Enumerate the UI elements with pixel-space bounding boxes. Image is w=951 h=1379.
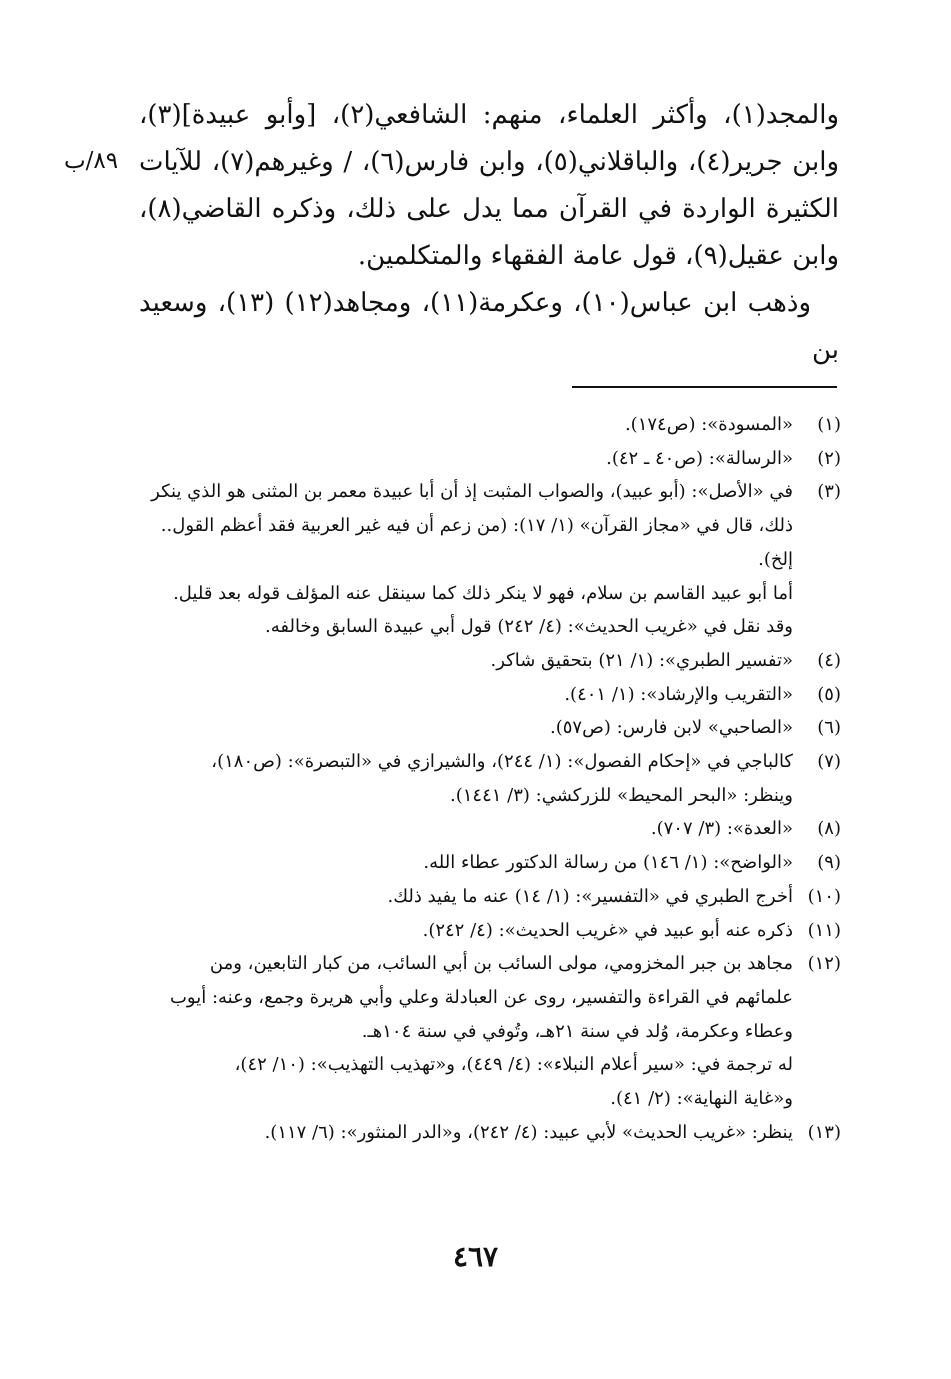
- footnote-number: (٨): [817, 818, 841, 840]
- footnote: [129, 812, 841, 846]
- footnote-number: (١٣): [807, 1121, 841, 1143]
- page-number: ٤٦٧: [452, 1240, 499, 1273]
- paragraph-1: والمجد(١)، وأكثر العلماء، منهم: الشافعي(٢)، [وأبو عبيدة](٣)، وابن جرير(٤)، والباقلاني(٥)، وابن فارس(٦)، / وغيرهم(٧)، للآيات الكثيرة الواردة في القرآن مما يدل على ذلك، وذكره القاضي(٨)، وابن عقيل(٩)، قول عامة الفقهاء والمتكلمين.: [139, 100, 840, 271]
- footnote-line: علمائهم في القراءة والتفسير، روى عن العبادلة وعلي وأبي هريرة وجمع، وعنه: أيوب: [169, 986, 793, 1008]
- footnote-line: وقد نقل في «غريب الحديث»: (٤/ ٢٤٢) قول أبي عبيدة السابق وخالفه.: [264, 616, 793, 638]
- footnote-text: [129, 812, 793, 846]
- footnote-text: [129, 1116, 793, 1150]
- footnote-text: [129, 442, 793, 476]
- footnote-text: [129, 644, 793, 678]
- footnote-number: (١١): [807, 919, 841, 941]
- footnote-line: أخرج الطبري في «التفسير»: (١/ ١٤) عنه ما يفيد ذلك.: [387, 885, 793, 907]
- footnote-line: في «الأصل»: (أبو عبيد)، والصواب المثبت إذ أن أبا عبيدة معمر بن المثنى هو الذي ينكر: [151, 481, 793, 503]
- footnote-line: ذكره عنه أبو عبيد في «غريب الحديث»: (٤/ ٢٤٢).: [422, 919, 793, 941]
- footnote-text: [129, 475, 793, 644]
- footnote-text: [129, 408, 793, 442]
- footnote-text: [129, 678, 793, 712]
- footnote-text: [129, 947, 793, 1116]
- footnote-line: و«غاية النهاية»: (٢/ ٤١).: [610, 1088, 793, 1110]
- footnote-line: «المسودة»: (ص١٧٤).: [624, 414, 793, 435]
- footnote: [129, 880, 841, 914]
- footnote-number: (٥): [817, 683, 841, 705]
- footnote-text: [129, 914, 793, 948]
- footnote-line: أما أبو عبيد القاسم بن سلام، فهو لا ينكر ذلك كما سينقل عنه المؤلف قوله بعد قليل.: [173, 582, 793, 604]
- footnote: [129, 442, 841, 476]
- manuscript-folio-marker: ٨٩/ب: [64, 148, 119, 174]
- footnote: [129, 914, 841, 948]
- footnote-number: (١٠): [807, 885, 841, 907]
- footnote-line: «التقريب والإرشاد»: (١/ ٤٠١).: [564, 683, 793, 705]
- footnote-line: وينظر: «البحر المحيط» للزركشي: (٣/ ١٤٤١).: [450, 784, 793, 806]
- footnote-text: [129, 880, 793, 914]
- footnote-text: [129, 745, 793, 812]
- footnote-line: وعطاء وعكرمة، وُلد في سنة ٢١هـ، وتُوفي في سنة ١٠٤هـ.: [361, 1020, 793, 1042]
- paragraph-2: وذهب ابن عباس(١٠)، وعكرمة(١١)، ومجاهد(١٢) (١٣)، وسعيد بن: [139, 288, 839, 365]
- footnote-line: «الواضح»: (١/ ١٤٦) من رسالة الدكتور عطاء الله.: [423, 852, 793, 874]
- footnote-line: له ترجمة في: «سير أعلام النبلاء»: (٤/ ٤٤٩)، و«تهذيب التهذيب»: (١٠/ ٤٢)،: [234, 1054, 793, 1076]
- main-text: [139, 92, 839, 374]
- footnote: [129, 1116, 841, 1150]
- footnote-line: «الرسالة»: (ص٤٠ ـ ٤٢).: [606, 447, 793, 469]
- footnote-number: (٦): [817, 717, 841, 739]
- footnote: [129, 947, 841, 1116]
- footnote: [129, 678, 841, 712]
- footnote-number: (١٢): [807, 953, 841, 975]
- footnote: [129, 711, 841, 745]
- footnote-text: [129, 846, 793, 880]
- footnote: [129, 408, 841, 442]
- footnote-line: كالباجي في «إحكام الفصول»: (١/ ٢٤٤)، والشيرازي في «التبصرة»: (ص١٨٠)،: [211, 751, 793, 773]
- footnote-number: (٤): [817, 649, 841, 671]
- footnote-number: (٢): [817, 447, 841, 469]
- footnote-line: ينظر: «غريب الحديث» لأبي عبيد: (٤/ ٢٤٢)، و«الدر المنثور»: (٦/ ١١٧).: [264, 1121, 793, 1143]
- footnote: [129, 745, 841, 812]
- footnote-line: مجاهد بن جبر المخزومي، مولى السائب بن أبي السائب، من كبار التابعين، ومن: [209, 953, 793, 975]
- footnote-number: (٧): [817, 751, 841, 773]
- footnote: [129, 846, 841, 880]
- footnote-number: (١): [817, 414, 841, 435]
- footnote-number: (٣): [817, 481, 841, 503]
- footnote-line: «الصاحبي» لابن فارس: (ص٥٧).: [549, 717, 793, 739]
- footnote-line: ذلك، قال في «مجاز القرآن» (١/ ١٧): (من زعم أن فيه غير العربية فقد أعظم القول.. إلخ).: [160, 515, 793, 570]
- footnote-line: «تفسير الطبري»: (١/ ٢١) بتحقيق شاكر.: [490, 649, 793, 671]
- footnote-text: [129, 711, 793, 745]
- footnote: [129, 475, 841, 644]
- footnote-separator: [572, 386, 837, 388]
- footnote-line: «العدة»: (٣/ ٧٠٧).: [650, 818, 793, 840]
- footnotes: [129, 408, 841, 1149]
- footnote: [129, 644, 841, 678]
- footnote-number: (٩): [817, 852, 841, 874]
